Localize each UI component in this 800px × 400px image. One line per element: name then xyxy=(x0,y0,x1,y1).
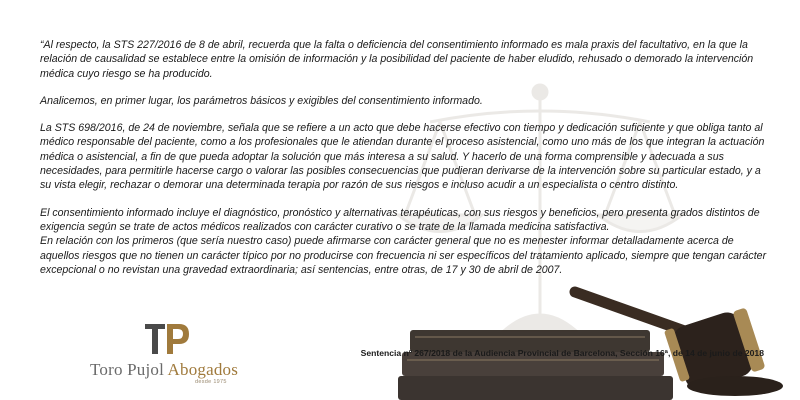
firm-name-accent: Abogados xyxy=(167,360,239,379)
firm-tagline: desde 1975 xyxy=(195,379,227,385)
tp-monogram-icon xyxy=(143,322,191,356)
quote-paragraph: La STS 698/2016, de 24 de noviembre, señala que se refiere a un acto que debe hacerse efectivo con tiempo y dedicación suficiente y que obliga tanto al médico responsable del paciente, como a los profesionales que le atiendan durante el proceso asistencial, como uno más de los que integran la actuación médica o asistencial, a fin de que pueda adoptar la solución que más interesa a su salud. Y hacerlo de una forma comprensible y adecuada a sus necesidades, para permitirle hacerse cargo o valorar las posibles consecuencias que pudieran derivarse de la intervención sobre su particular estado, y a su vista elegir, rechazar o demorar una determinada terapia por razón de sus riesgos e incluso acudir a un especialista o centro distinto. xyxy=(40,122,765,192)
firm-name xyxy=(90,360,238,380)
quote-paragraph: El consentimiento informado incluye el diagnóstico, pronóstico y alternativas terapéuticas, con sus riesgos y beneficios, pero presenta grados distintos de exigencia según se trate de actos médicos realizados con carácter curativo o se trate de la llamada medicina satisfactiva. xyxy=(40,206,760,233)
firm-logo xyxy=(88,320,263,390)
firm-name-primary: Toro Pujol xyxy=(90,360,168,379)
law-books-icon xyxy=(398,330,673,400)
ruling-citation: Sentencia nº 267/2018 de la Audiencia Provincial de Barcelona, Sección 16ª, de 14 de junio de 2018 xyxy=(360,348,764,358)
court-ruling-quote xyxy=(40,38,770,277)
quote-paragraph: En relación con los primeros (que sería nuestro caso) puede afirmarse con carácter general que no es menester informar detalladamente acerca de aquellos riesgos que no tienen un carácter típico por no producirse con frecuencia ni ser específicos del tratamiento aplicado, siempre que tengan carácter excepcional o no revistan una gravedad extraordinaria; así sentencias, entre otras, de 17 y 30 de abril de 2007. xyxy=(40,235,767,276)
quote-paragraph: Analicemos, en primer lugar, los parámetros básicos y exigibles del consentimiento informado. xyxy=(40,94,483,107)
quote-paragraph: “Al respecto, la STS 227/2016 de 8 de abril, recuerda que la falta o deficiencia del consentimiento informado es mala praxis del facultativo, en la que la relación de causalidad se establece entre la omisión de información y la posibilidad del paciente de haber eludido, rehusado o demorado la intervención médica cuyo riesgo se ha producido. xyxy=(40,39,754,80)
